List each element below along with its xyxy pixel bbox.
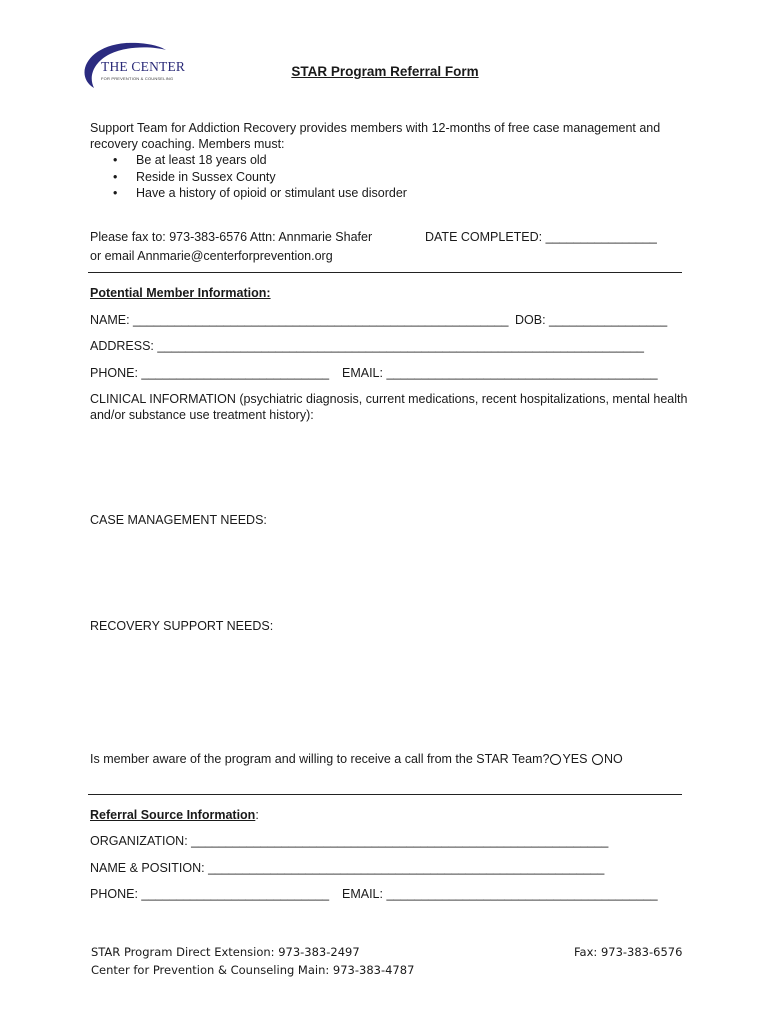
referral-organization-field[interactable]: ORGANIZATION: ____________________________________________________________ xyxy=(90,834,609,848)
intro-paragraph: Support Team for Addiction Recovery provides members with 12-months of free case management and recovery coaching. Members must: xyxy=(90,121,661,151)
list-item: • Be at least 18 years old xyxy=(113,153,267,167)
bullet-icon: • xyxy=(113,153,118,167)
eligibility-list xyxy=(113,152,407,202)
yes-label: YES xyxy=(562,752,588,766)
no-label: NO xyxy=(603,752,623,766)
footer-fax-number: Fax: 973-383-6576 xyxy=(574,945,683,959)
logo-tagline: FOR PREVENTION & COUNSELING xyxy=(101,76,174,81)
fax-instructions: Please fax to: 973-383-6576 Attn: Annmarie Shafer xyxy=(90,230,373,244)
member-name-field[interactable]: NAME: ______________________________________________________ xyxy=(90,313,509,327)
program-awareness-question xyxy=(90,751,623,767)
member-section-heading: Potential Member Information: xyxy=(90,286,271,300)
referral-section-heading: Referral Source Information: xyxy=(90,808,259,822)
referral-name-position-field[interactable]: NAME & POSITION: _________________________________________________________ xyxy=(90,861,605,875)
no-radio[interactable] xyxy=(592,754,603,765)
referral-email-field[interactable]: EMAIL: _______________________________________ xyxy=(342,887,658,901)
form-title: STAR Program Referral Form xyxy=(291,64,479,79)
list-item: • Reside in Sussex County xyxy=(113,169,276,184)
list-item: • Have a history of opioid or stimulant use disorder xyxy=(113,186,407,200)
bullet-icon: • xyxy=(113,169,118,184)
logo-name: THE CENTER xyxy=(101,59,186,74)
section-divider xyxy=(88,794,682,795)
section-divider xyxy=(88,272,682,273)
footer-direct-extension: STAR Program Direct Extension: 973-383-2497 xyxy=(91,945,360,959)
date-completed-field[interactable]: DATE COMPLETED: ________________ xyxy=(425,230,657,244)
awareness-question-text: Is member aware of the program and willing to receive a call from the STAR Team? xyxy=(90,752,550,766)
recovery-support-field[interactable]: RECOVERY SUPPORT NEEDS: xyxy=(90,619,274,633)
member-address-field[interactable]: ADDRESS: ______________________________________________________________________ xyxy=(90,339,645,353)
email-instructions: or email Annmarie@centerforprevention.org xyxy=(90,249,333,263)
yes-radio[interactable] xyxy=(550,754,561,765)
case-management-field[interactable]: CASE MANAGEMENT NEEDS: xyxy=(90,513,267,527)
member-email-field[interactable]: EMAIL: _______________________________________ xyxy=(342,366,658,380)
bullet-icon: • xyxy=(113,186,118,200)
member-phone-field[interactable]: PHONE: ___________________________ xyxy=(90,366,330,380)
footer-main-number: Center for Prevention & Counseling Main: 973-383-4787 xyxy=(91,963,415,977)
referral-phone-field[interactable]: PHONE: ___________________________ xyxy=(90,887,330,901)
member-dob-field[interactable]: DOB: _________________ xyxy=(515,313,668,327)
clinical-info-field[interactable]: CLINICAL INFORMATION (psychiatric diagnosis, current medications, recent hospitalizations, mental health and/or substance use treatment history): xyxy=(90,392,688,422)
